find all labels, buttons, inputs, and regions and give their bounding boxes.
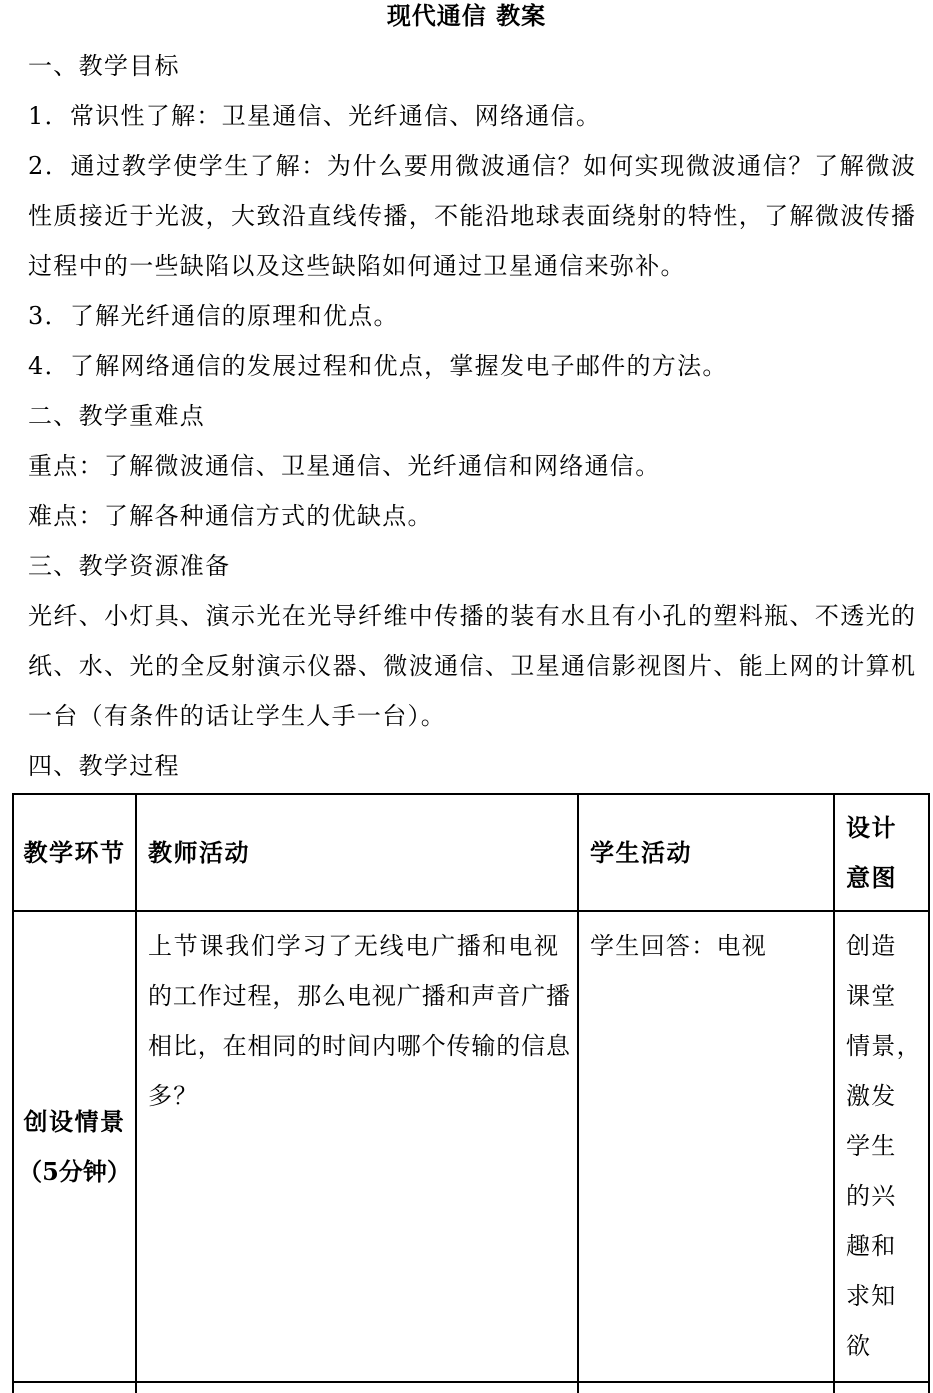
header-intent-label: 设计意图 [846, 812, 897, 892]
objective-2-line-1: 2．通过教学使学生了解：为什么要用微波通信？如何实现微波通信？了解微波 [28, 152, 915, 180]
design-intent-line-1: 创造 [846, 932, 897, 960]
objective-2-line-2: 性质接近于光波，大致沿直线传播，不能沿地球表面绕射的特性，了解微波传播 [28, 202, 915, 230]
resources-line-2: 纸、水、光的全反射演示仪器、微波通信、卫星通信影视图片、能上网的计算机 [28, 652, 915, 680]
design-intent-line-8: 求知 [846, 1282, 897, 1310]
table-row-next-intent [835, 1383, 930, 1393]
stage-name: 创设情景 [23, 1106, 126, 1136]
section-heading-resources: 三、教学资源准备 [28, 552, 231, 580]
lesson-plan-body [28, 41, 915, 791]
header-student-activity [579, 793, 835, 912]
design-intent-line-3: 情景， [846, 1032, 922, 1060]
resources-line-1: 光纤、小灯具、演示光在光导纤维中传播的装有水且有小孔的塑料瓶、不透光的 [28, 602, 915, 630]
design-intent-line-5: 学生 [846, 1132, 897, 1160]
objective-2-line-3: 过程中的一些缺陷以及这些缺陷如何通过卫星通信来弥补。 [28, 252, 686, 280]
teacher-activity-cell [137, 912, 579, 1383]
header-teacher-label: 教师活动 [148, 837, 250, 867]
teacher-activity-line-2: 的工作过程，那么电视广播和声音广播 [148, 982, 570, 1010]
resources-line-3: 一台（有条件的话让学生人手一台）。 [28, 702, 447, 730]
design-intent-line-4: 激发 [846, 1082, 897, 1110]
teacher-activity-line-1: 上节课我们学习了无线电广播和电视 [148, 932, 558, 960]
design-intent-cell [835, 912, 930, 1383]
table-row-next-teacher [137, 1383, 579, 1393]
key-point: 重点：了解微波通信、卫星通信、光纤通信和网络通信。 [28, 452, 661, 480]
header-teacher-activity [137, 793, 579, 912]
table-row-next-stage [12, 1383, 137, 1393]
design-intent-line-9: 欲 [846, 1332, 872, 1360]
section-heading-process: 四、教学过程 [28, 752, 180, 780]
section-heading-objectives: 一、教学目标 [28, 52, 180, 80]
header-stage [12, 793, 137, 912]
difficult-point: 难点：了解各种通信方式的优缺点。 [28, 502, 433, 530]
teacher-activity-line-3: 相比，在相同的时间内哪个传输的信息 [148, 1032, 570, 1060]
header-design-intent [835, 793, 930, 912]
table-row-stage-cell [12, 912, 137, 1383]
section-heading-key-points: 二、教学重难点 [28, 402, 206, 430]
student-activity-cell [579, 912, 835, 1383]
header-student-label: 学生活动 [590, 837, 692, 867]
header-stage-label: 教学环节 [23, 837, 126, 867]
design-intent-line-7: 趣和 [846, 1232, 897, 1260]
document-title: 现代通信 教案 [386, 1, 547, 30]
student-activity-text: 学生回答：电视 [590, 932, 768, 960]
table-row-next-student [579, 1383, 835, 1393]
objective-3: 3．了解光纤通信的原理和优点。 [28, 302, 399, 330]
teaching-process-table [12, 793, 930, 1393]
objective-1: 1．常识性了解：卫星通信、光纤通信、网络通信。 [28, 102, 602, 130]
stage-duration: （5分钟） [18, 1156, 131, 1186]
teacher-activity-line-4: 多？ [148, 1082, 199, 1110]
design-intent-line-2: 课堂 [846, 982, 897, 1010]
design-intent-line-6: 的兴 [846, 1182, 897, 1210]
objective-4: 4．了解网络通信的发展过程和优点，掌握发电子邮件的方法。 [28, 352, 728, 380]
